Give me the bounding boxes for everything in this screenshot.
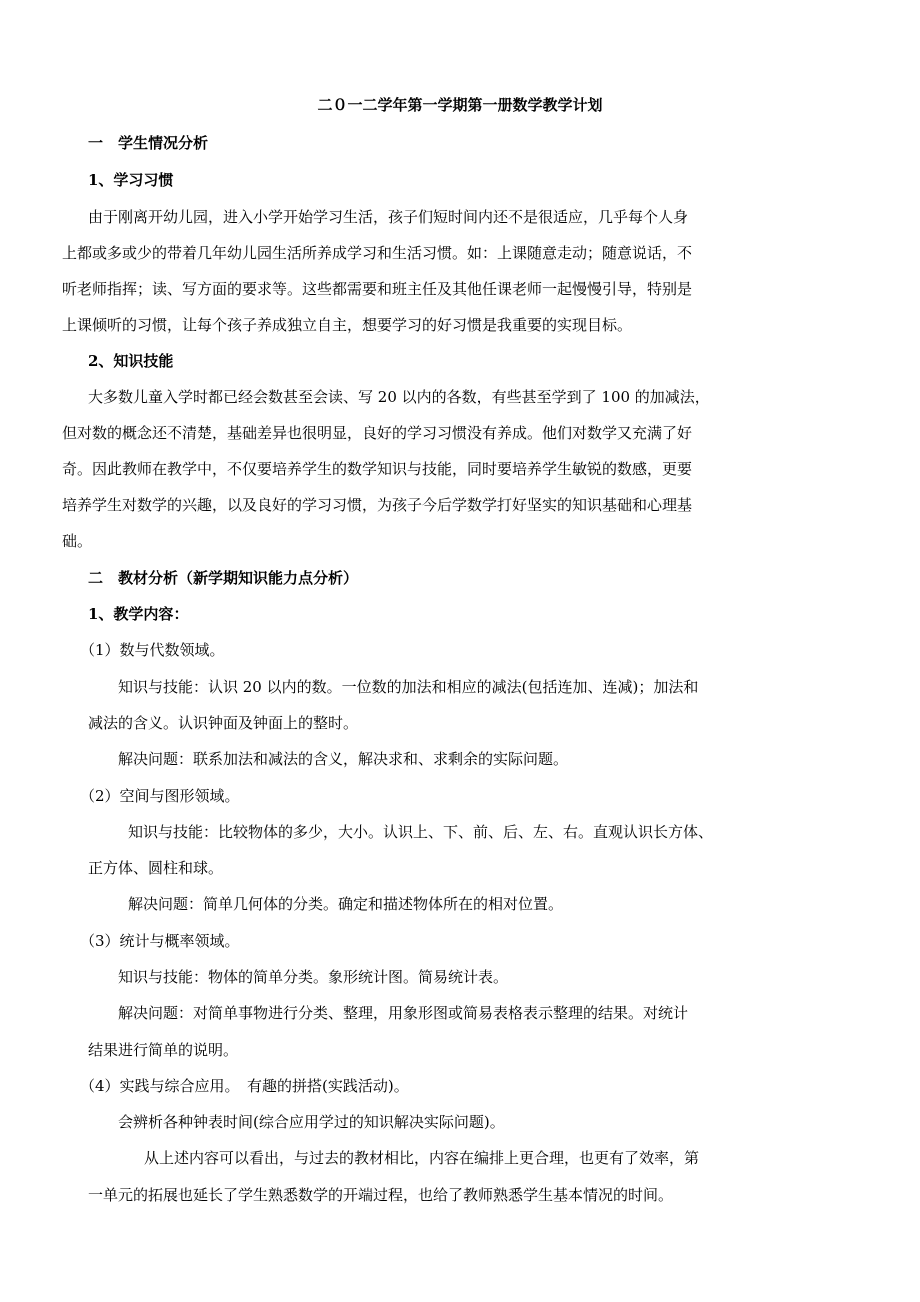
list-item: 一单元的拓展也延长了学生熟悉数学的开端过程，也给了教师熟悉学生基本情况的时间。: [88, 1186, 674, 1204]
list-item: （1）数与代数领域。: [80, 641, 225, 659]
list-item: 解决问题：对简单事物进行分类、整理，用象形图或简易表格表示整理的结果。对统计: [118, 1004, 689, 1022]
paragraph-line: 但对数的概念还不清楚，基础差异也很明显，良好的学习习惯没有养成。他们对数学又充满了好: [62, 424, 693, 442]
paragraph-line: 培养学生对数学的兴趣，以及良好的学习习惯，为孩子今后学数学打好坚实的知识基础和心理基: [62, 496, 693, 514]
list-item: 结果进行简单的说明。: [88, 1041, 239, 1059]
paragraph-line: 由于刚离开幼儿园，进入小学开始学习生活，孩子们短时间内还不是很适应，几乎每个人身: [88, 208, 689, 226]
list-item: （4）实践与综合应用。 有趣的拼搭(实践活动)。: [80, 1077, 409, 1095]
list-item: 正方体、圆柱和球。: [88, 859, 224, 877]
paragraph-line: 听老师指挥；读、写方面的要求等。这些都需要和班主任及其他任课老师一起慢慢引导，特别是: [62, 280, 693, 298]
subheading-study-habits: 1、学习习惯: [88, 171, 174, 189]
list-item: 从上述内容可以看出，与过去的教材相比，内容在编排上更合理，也更有了效率，第: [144, 1149, 700, 1167]
paragraph-line: 大多数儿童入学时都已经会数甚至会读、写 20 以内的各数，有些甚至学到了 100 的加减法，: [88, 388, 710, 406]
list-item: 知识与技能：认识 20 以内的数。一位数的加法和相应的减法(包括连加、连减)；加法和: [118, 678, 699, 696]
paragraph-line: 上课倾听的习惯，让每个孩子养成独立自主，想要学习的好习惯是我重要的实现目标。: [62, 316, 633, 334]
list-item: 知识与技能：物体的简单分类。象形统计图。简易统计表。: [118, 968, 509, 986]
list-item: 会辨析各种钟表时间(综合应用学过的知识解决实际问题)。: [118, 1113, 505, 1131]
list-item: 减法的含义。认识钟面及钟面上的整时。: [88, 714, 359, 732]
list-item: 解决问题：简单几何体的分类。确定和描述物体所在的相对位置。: [128, 895, 564, 913]
document-title: 二０一二学年第一学期第一册数学教学计划: [317, 96, 603, 114]
paragraph-line: 奇。因此教师在教学中，不仅要培养学生的数学知识与技能，同时要培养学生敏锐的数感，更要: [62, 460, 693, 478]
section-heading-student-analysis: 一 学生情况分析: [88, 134, 209, 152]
list-item: 知识与技能：比较物体的多少，大小。认识上、下、前、后、左、右。直观认识长方体、: [128, 823, 714, 841]
list-item: （2）空间与图形领域。: [80, 787, 240, 805]
paragraph-line: 础。: [62, 532, 93, 550]
subheading-knowledge-skills: 2、知识技能: [88, 352, 174, 370]
paragraph-line: 上都或多或少的带着几年幼儿园生活所养成学习和生活习惯。如：上课随意走动；随意说话，不: [62, 244, 693, 262]
section-heading-textbook-analysis: 二 教材分析（新学期知识能力点分析）: [88, 569, 359, 587]
subheading-teaching-content: 1、教学内容：: [88, 605, 189, 623]
list-item: （3）统计与概率领域。: [80, 932, 240, 950]
list-item: 解决问题：联系加法和减法的含义，解决求和、求剩余的实际问题。: [118, 750, 569, 768]
